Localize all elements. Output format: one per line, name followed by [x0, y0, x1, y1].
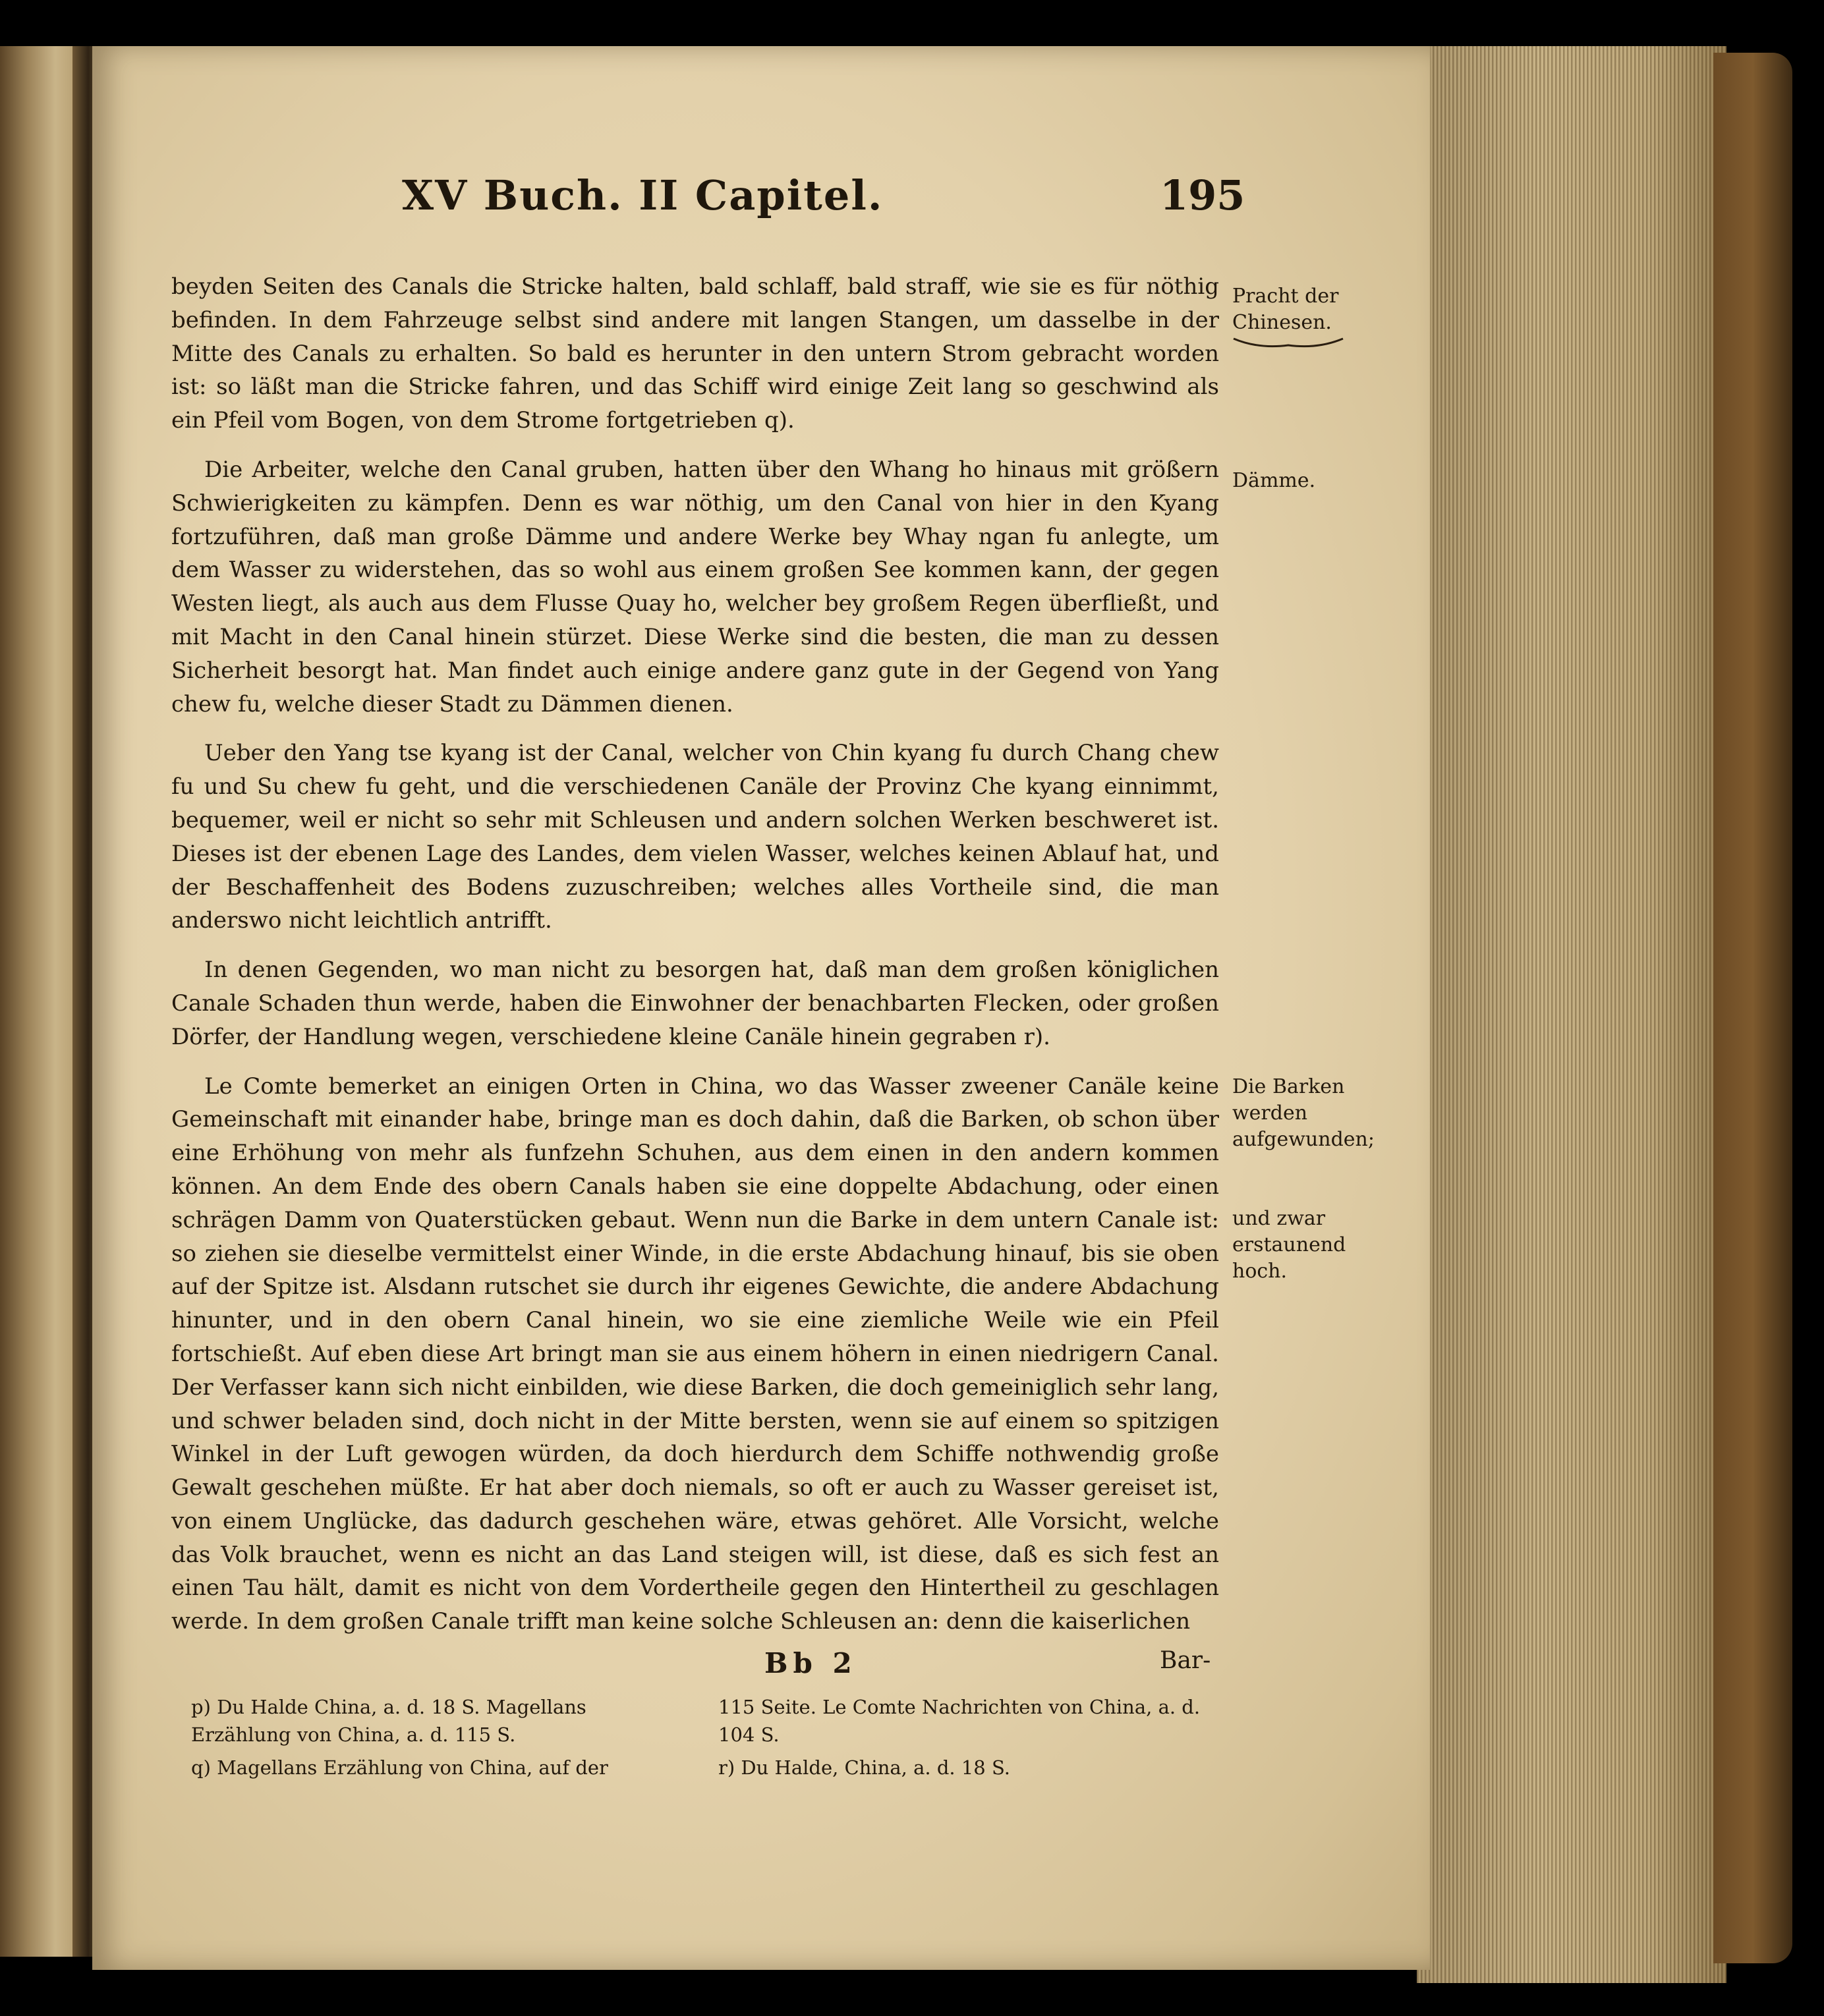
margin-note-erstaunend: und zwar erstaunend hoch. — [1232, 1207, 1346, 1283]
catchword: Bar- — [1160, 1647, 1211, 1674]
page-number: 195 — [1160, 171, 1245, 219]
paragraph: Ueber den Yang tse kyang ist der Canal, welcher von Chin kyang fu durch Chang chew fu und Su chew fu geht, und die verschiedenen Canäle der Provinz Che kyang einnimmt, bequemer, weil er nicht so sehr mit Schleusen und andern solchen Werken beschweret ist. Dieses ist der ebenen Lage des Landes, dem vielen Wasser, welches keinen Ablauf hat, und der Beschaffenheit des Bodens zuzuschreiben; welches alles Vortheile sind, die man anderswo nicht leichtlich antrifft. — [171, 740, 1219, 934]
footnotes-left-column — [191, 1693, 692, 1787]
footnote: q) Magellans Erzählung von China, auf der — [191, 1756, 608, 1779]
main-text — [171, 270, 1219, 1654]
book-cover — [1713, 53, 1792, 1963]
margin-note-barken: Die Barken werden aufgewunden; — [1232, 1075, 1375, 1151]
footnotes-right-column — [718, 1693, 1219, 1787]
footnote: p) Du Halde China, a. d. 18 S. Magellans Erzählung von China, a. d. 115 S. — [191, 1696, 586, 1746]
paragraph: Le Comte bemerket an einigen Orten in China, wo das Wasser zweener Canäle keine Gemeinschaft mit einander habe, bringe man es doch dahin, daß die Barken, ob schon über eine Erhöhung von mehr als funfzehn Schuhen, aus dem einen in den andern kommen können. An dem Ende des obern Canals haben sie eine doppelte Abdachung, oder einen schrägen Damm von Quaterstücken gebaut. Wenn nun die Barke in dem untern Canale ist: so ziehen sie dieselbe vermittelst einer Winde, in die erste Abdachung hinauf, bis sie oben auf der Spitze ist. Alsdann rutschet sie durch ihr eigenes Gewichte, die andere Abdachung hinunter, und in den obern Canal hinein, wo sie eine ziemliche Weile wie ein Pfeil fortschießt. Auf eben diese Art bringt man sie aus einem höhern in einen niedrigern Canal. Der Verfasser kann sich nicht einbilden, wie diese Barken, die doch gemeiniglich sehr lang, und schwer beladen sind, doch nicht in der Mitte bersten, wenn sie auf einem so spitzigen Winkel in der Luft gewogen würden, da doch hierdurch dem Schiffe nothwendig große Gewalt geschehen müßte. Er hat aber doch niemals, so oft er auch zu Wasser gereiset ist, von einem Unglücke, das dadurch geschehen wäre, etwas gehöret. Alle Vorsicht, welche das Volk brauchet, wenn es nicht an das Land steigen will, ist diese, daß es sich fest an einen Tau hält, damit es nicht von dem Vordertheile gegen den Hintertheil zu geschlagen werde. In dem großen Canale trifft man keine solche Schleusen an: denn die kaiserlichen — [171, 1073, 1219, 1635]
footnote: r) Du Halde, China, a. d. 18 S. — [718, 1756, 1011, 1779]
paragraph: beyden Seiten des Canals die Stricke halten, bald schlaff, bald straff, wie sie es für nöthig befinden. In dem Fahrzeuge selbst sind andere mit langen Stangen, um dasselbe in der Mitte des Canals zu erhalten. So bald es herunter in den untern Strom gebracht worden ist: so läßt man die Stricke fahren, und das Schiff wird einige Zeit lang so geschwind als ein Pfeil vom Bogen, von dem Strome fortgetrieben q). — [171, 273, 1219, 434]
margin-note-daemme: Dämme. — [1232, 469, 1316, 492]
running-head: XV Buch. II Capitel. — [402, 171, 884, 219]
book-page — [92, 46, 1430, 1970]
margin-brace — [1232, 336, 1344, 352]
page-signature: Bb 2 — [764, 1647, 857, 1679]
page-header — [92, 171, 1430, 237]
left-page-edge — [0, 46, 79, 1957]
footnote: 115 Seite. Le Comte Nachrichten von China, a. d. 104 S. — [718, 1696, 1201, 1746]
margin-note-pracht: Pracht der Chinesen. — [1232, 285, 1339, 334]
book-fore-edge — [1417, 46, 1726, 1983]
paragraph: Die Arbeiter, welche den Canal gruben, hatten über den Whang ho hinaus mit größern Schwierigkeiten zu kämpfen. Denn es war nöthig, um den Canal von hier in den Kyang fortzuführen, daß man große Dämme und andere Werke bey Whay ngan fu anlegte, um dem Wasser zu widerstehen, das so wohl aus einem großen See kommen kann, der gegen Westen liegt, als auch aus dem Flusse Quay ho, welcher bey großem Regen überfließt, und mit Macht in den Canal hinein stürzet. Diese Werke sind die besten, die man zu dessen Sicherheit besorgt hat. Man findet auch einige andere ganz gute in der Gegend von Yang chew fu, welche dieser Stadt zu Dämmen dienen. — [171, 456, 1219, 717]
paragraph: In denen Gegenden, wo man nicht zu besorgen hat, daß man dem großen königlichen Canale Schaden thun werde, haben die Einwohner der benachbarten Flecken, oder großen Dörfer, der Handlung wegen, verschiedene kleine Canäle hinein gegraben r). — [171, 957, 1219, 1050]
